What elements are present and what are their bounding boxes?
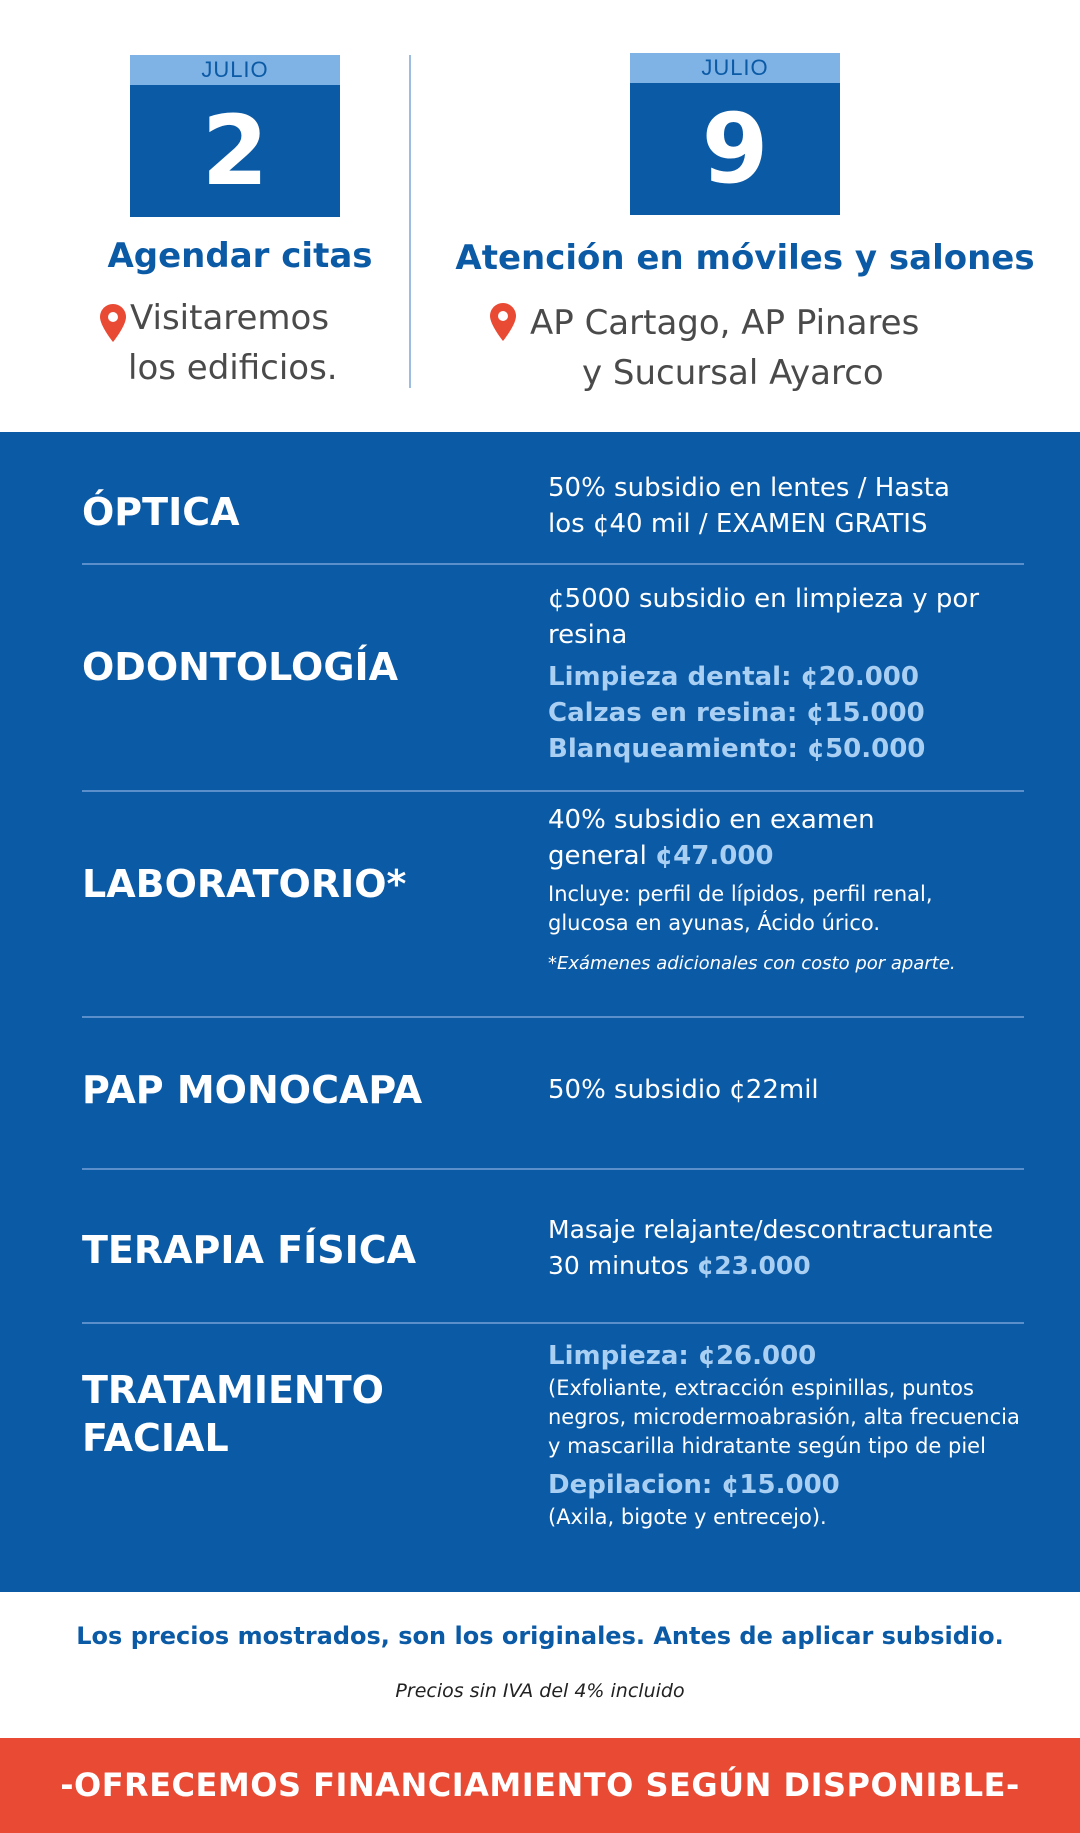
event-title-atencion: Atención en móviles y salones [455, 238, 1035, 278]
location-pin-icon [490, 303, 516, 341]
divider [82, 790, 1024, 792]
event-location-1b: los edificios. [128, 348, 338, 388]
calendar-day: 2 [130, 85, 340, 217]
service-label: ODONTOLOGÍA [82, 645, 399, 689]
price-line: Depilacion: ¢15.000 [548, 1470, 840, 1500]
price-line: Limpieza: ¢26.000 [548, 1341, 817, 1371]
events-header [0, 0, 1080, 432]
price: ¢47.000 [655, 841, 774, 871]
service-desc [548, 1072, 819, 1108]
financing-banner: -OFRECEMOS FINANCIAMIENTO SEGÚN DISPONIBLE- [0, 1738, 1080, 1833]
desc-line: 40% subsidio en examen [548, 805, 875, 835]
price-line: Calzas en resina: ¢15.000 [548, 698, 925, 728]
desc-line: Incluye: perfil de lípidos, perfil renal, [548, 882, 933, 906]
vertical-divider [409, 55, 411, 388]
event-location-2a: AP Cartago, AP Pinares [530, 303, 920, 343]
label-line: FACIAL [82, 1416, 229, 1460]
calendar-july-9 [630, 53, 840, 215]
event-location-1a: Visitaremos [130, 298, 330, 338]
service-label: PAP MONOCAPA [82, 1068, 423, 1112]
desc-line: 50% subsidio ¢22mil [548, 1075, 819, 1105]
service-desc [548, 581, 979, 767]
desc-line: negros, microdermoabrasión, alta frecuencia [548, 1405, 1020, 1429]
calendar-month: JULIO [130, 55, 340, 85]
divider [82, 563, 1024, 565]
desc-text: general [548, 841, 656, 871]
divider [82, 1016, 1024, 1018]
service-label: TERAPIA FÍSICA [82, 1228, 417, 1272]
desc-line: ¢5000 subsidio en limpieza y por [548, 584, 980, 614]
service-desc [548, 470, 950, 542]
divider [82, 1168, 1024, 1170]
desc-line [548, 838, 956, 874]
desc-line: 50% subsidio en lentes / Hasta [548, 473, 950, 503]
desc-line: glucosa en ayunas, Ácido úrico. [548, 911, 881, 935]
event-location-2b: y Sucursal Ayarco [582, 353, 884, 393]
services-panel [0, 432, 1080, 1592]
location-pin-icon [100, 304, 126, 342]
footnote: *Exámenes adicionales con costo por aparte. [548, 953, 956, 974]
desc-text: 30 minutos [548, 1251, 697, 1280]
divider [82, 1322, 1024, 1324]
price-line: Limpieza dental: ¢20.000 [548, 662, 919, 692]
desc-line: Masaje relajante/descontracturante [548, 1215, 994, 1244]
desc-line [548, 1248, 993, 1284]
label-line: TRATAMIENTO [82, 1368, 384, 1412]
price-line: Blanqueamiento: ¢50.000 [548, 734, 926, 764]
desc-line: (Exfoliante, extracción espinillas, puntos [548, 1376, 974, 1400]
service-label: ÓPTICA [82, 490, 240, 534]
calendar-july-2 [130, 55, 340, 217]
service-label [82, 1366, 384, 1462]
prices-note: Los precios mostrados, son los originales. Antes de aplicar subsidio. [76, 1622, 1004, 1650]
service-desc [548, 1338, 1020, 1532]
calendar-day: 9 [630, 83, 840, 215]
desc-line: (Axila, bigote y entrecejo). [548, 1505, 827, 1529]
desc-line: resina [548, 620, 628, 650]
service-desc [548, 802, 956, 982]
event-title-agendar: Agendar citas [107, 236, 373, 276]
service-label: LABORATORIO* [82, 862, 407, 906]
calendar-month: JULIO [630, 53, 840, 83]
service-desc [548, 1212, 993, 1284]
price: ¢23.000 [696, 1251, 811, 1280]
iva-note: Precios sin IVA del 4% incluido [395, 1680, 685, 1702]
desc-line: los ¢40 mil / EXAMEN GRATIS [548, 509, 928, 539]
desc-line: y mascarilla hidratante según tipo de piel [548, 1434, 986, 1458]
